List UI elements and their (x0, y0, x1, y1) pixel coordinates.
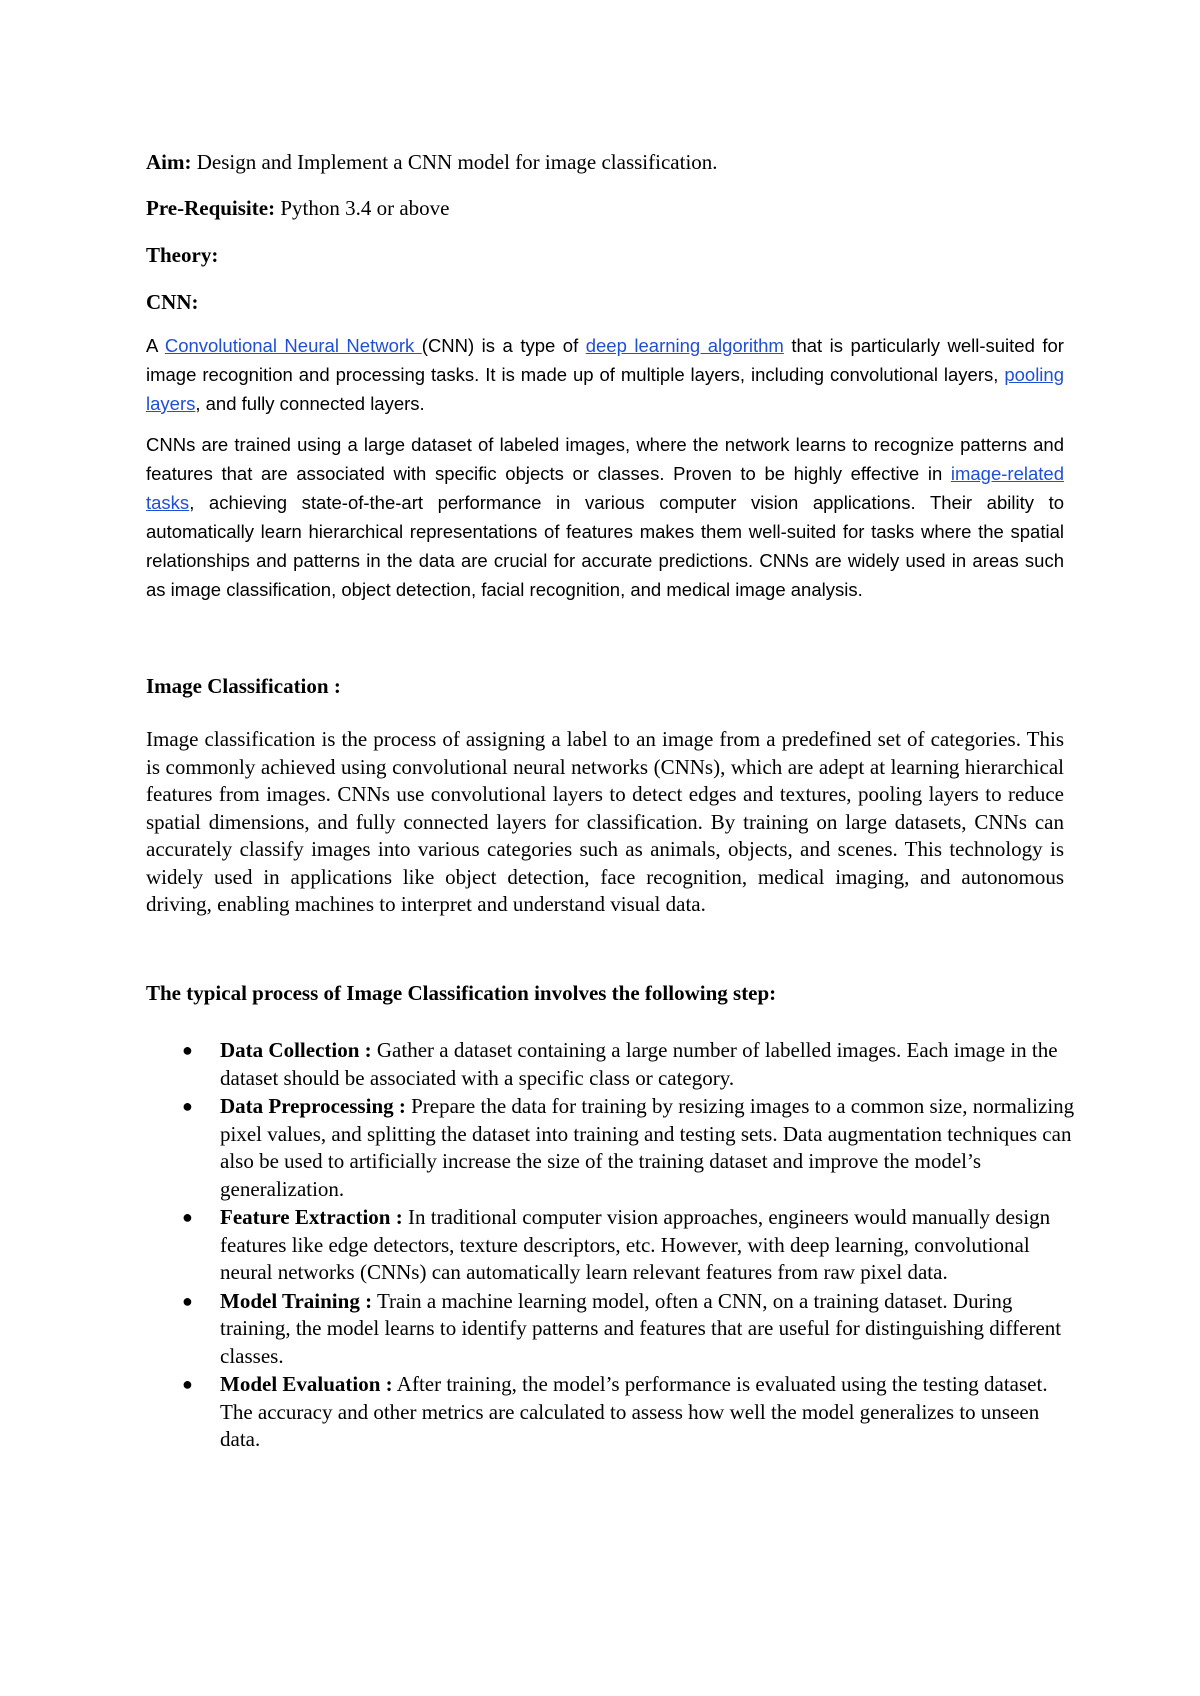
process-steps-list (0, 1037, 1100, 1455)
cnn-paragraph-1 (146, 331, 1064, 418)
bullet-icon: ● (182, 1290, 193, 1311)
aim-label: Aim: (146, 150, 192, 174)
prereq-line (146, 196, 449, 220)
step-title: Data Collection : (220, 1038, 372, 1062)
cnn-heading: CNN: (146, 290, 199, 314)
step-title: Model Training : (220, 1288, 373, 1313)
link-convolutional-neural-network[interactable]: Convolutional Neural Network (164, 335, 422, 356)
cnn-p2-text-1: CNNs are trained using a large dataset of labeled images, where the network learns to recognize patterns and features that are associated with specific objects or classes. Proven to be highly effective in (146, 434, 1064, 484)
cnn-p1-text-3: that is particularly well-suited for image recognition and processing tasks. It is made up of multiple layers, including convolutional layers, (146, 335, 1064, 385)
list-item (0, 1371, 1082, 1454)
step-text: Prepare the data for training by resizing images to a common size, normalizing pixel values, and splitting the dataset into training and testing sets. Data augmentation techniques can also be used to artificially increase the size of the training dataset and improve the model’s generalization. (220, 1094, 1075, 1201)
bullet-icon: ● (182, 1040, 193, 1060)
step-text: Gather a dataset containing a large number of labelled images. Each image in the dataset should be associated with a specific class or category. (220, 1038, 1058, 1090)
image-classification-paragraph: Image classification is the process of assigning a label to an image from a predefined set of categories. This is commonly achieved using convolutional neural networks (CNNs), which are adept at learning hierarchical features from images. CNNs use convolutional layers to detect edges and textures, pooling layers to reduce spatial dimensions, and fully connected layers for classification. By training on large datasets, CNNs can accurately classify images into various categories such as animals, objects, and scenes. This technology is widely used in applications like object detection, face recognition, medical imaging, and autonomous driving, enabling machines to interpret and understand visual data. (146, 727, 1064, 916)
image-classification-heading: Image Classification : (146, 674, 341, 698)
prereq-text: Python 3.4 or above (275, 196, 450, 220)
bullet-icon: ● (182, 1096, 193, 1116)
cnn-paragraph-2 (146, 430, 1064, 604)
aim-line (146, 150, 718, 174)
list-item (0, 1093, 1082, 1203)
cnn-p1-text-1: A (146, 335, 165, 356)
link-pooling-layers[interactable]: pooling layers (146, 364, 1064, 414)
cnn-p1-text-2: (CNN) is a type of (421, 335, 586, 356)
cnn-p2-text-2: , achieving state-of-the-art performance in various computer vision applications. Their ability to automatically learn hierarchical representations of features makes them well-suited for tasks where the spatial relationships and patterns in the data are crucial for accurate predictions. CNNs are widely used in areas such as image classification, object detection, facial recognition, and medical image analysis. (146, 492, 1064, 600)
bullet-icon: ● (182, 1374, 193, 1394)
list-item (0, 1037, 1082, 1092)
prereq-label: Pre-Requisite: (146, 196, 276, 220)
cnn-section (146, 331, 1064, 604)
step-text: Train a machine learning model, often a CNN, on a training dataset. During training, the model learns to identify patterns and features that are useful for distinguishing different classes. (220, 1288, 1062, 1368)
cnn-p1-text-4: , and fully connected layers. (195, 393, 425, 414)
step-text: After training, the model’s performance is evaluated using the testing dataset. The accuracy and other metrics are calculated to assess how well the model generalizes to unseen data. (220, 1372, 1048, 1451)
link-deep-learning-algorithm[interactable]: deep learning algorithm (585, 335, 784, 356)
step-title: Data Preprocessing : (220, 1094, 406, 1118)
step-title: Feature Extraction : (220, 1205, 403, 1229)
bullet-icon: ● (182, 1207, 193, 1227)
list-item (0, 1288, 1082, 1371)
step-text: In traditional computer vision approaches, engineers would manually design features like edge detectors, texture descriptors, etc. However, with deep learning, convolutional neural networks (CNNs) can automatically learn relevant features from raw pixel data. (220, 1205, 1051, 1284)
list-item (0, 1204, 1082, 1287)
link-image-related-tasks[interactable]: image-related tasks (146, 463, 1064, 513)
process-heading: The typical process of Image Classification involves the following step: (146, 981, 777, 1005)
theory-heading: Theory: (146, 243, 219, 267)
aim-text: Design and Implement a CNN model for image classification. (191, 150, 718, 174)
step-title: Model Evaluation : (220, 1372, 393, 1396)
